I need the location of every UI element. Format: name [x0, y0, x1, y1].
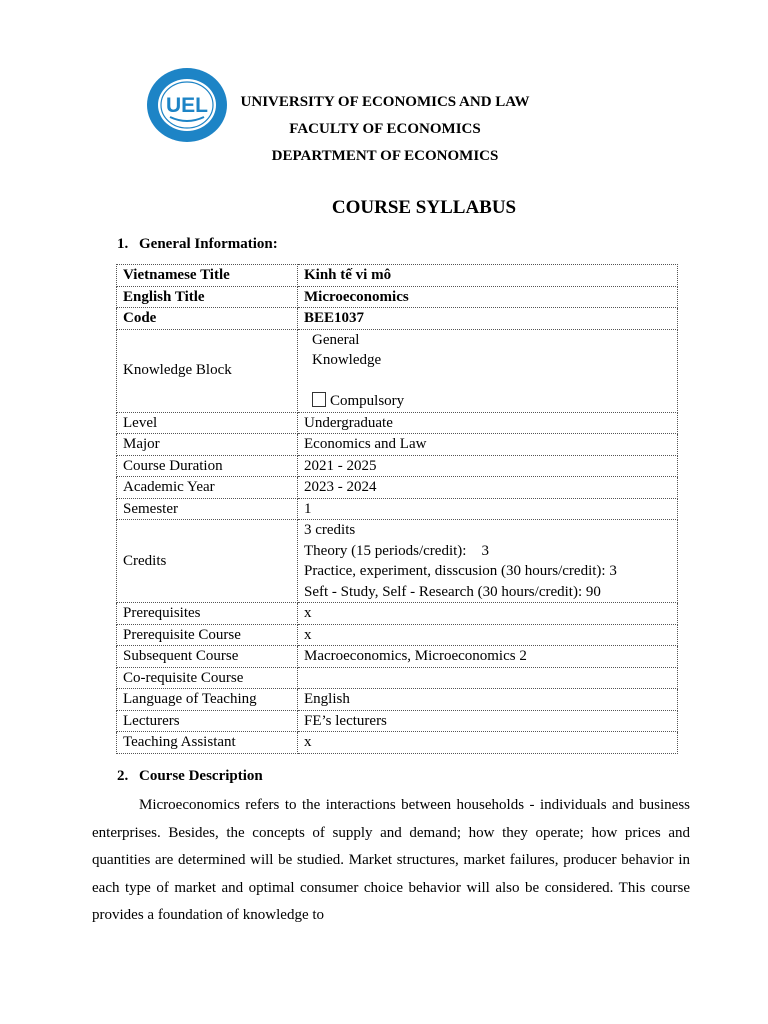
table-row: Code BEE1037 [117, 308, 678, 330]
table-row: Co-requisite Course [117, 667, 678, 689]
table-row: Credits 3 credits Theory (15 periods/credit): 3 Practice, experiment, disscusion (30 hours/credit): 3 Seft - Study, Self - Research (30 hours/credit): 90 [117, 520, 678, 603]
section-heading-description: 2. Course Description [117, 768, 263, 784]
table-row: Subsequent Course Macroeconomics, Microeconomics 2 [117, 646, 678, 668]
faculty-name: FACULTY OF ECONOMICS [289, 121, 481, 137]
table-row: English Title Microeconomics [117, 286, 678, 308]
university-name: UNIVERSITY OF ECONOMICS AND LAW [240, 94, 530, 110]
table-row: Level Undergraduate [117, 412, 678, 434]
table-row: Language of Teaching English [117, 689, 678, 711]
table-row: Prerequisite Course x [117, 624, 678, 646]
table-row: Knowledge Block General Knowledge Compulsory [117, 329, 678, 412]
general-info-table [116, 264, 678, 754]
course-description: Microeconomics refers to the interactions between households - individuals and business enterprises. Besides, the concepts of supply and demand; how they operate; how prices and quantities are determined will be studied. Market structures, market failures, producer behavior in each type of market and optimal consumer choice behavior will also be considered. This course provides a foundation of knowledge to [92, 797, 690, 924]
svg-text:UEL: UEL [166, 94, 208, 117]
department-name: DEPARTMENT OF ECONOMICS [271, 148, 499, 164]
table-row: Major Economics and Law [117, 434, 678, 456]
section-heading-general: 1. General Information: [117, 236, 278, 252]
table-row: Semester 1 [117, 498, 678, 520]
page-title: COURSE SYLLABUS [331, 197, 517, 218]
table-row: Vietnamese Title Kinh tế vi mô [117, 265, 678, 287]
table-row: Teaching Assistant x [117, 732, 678, 754]
checkbox-icon [312, 392, 326, 407]
table-row: Prerequisites x [117, 603, 678, 625]
table-row: Lecturers FE’s lecturers [117, 710, 678, 732]
table-row: Course Duration 2021 - 2025 [117, 455, 678, 477]
table-row: Academic Year 2023 - 2024 [117, 477, 678, 499]
